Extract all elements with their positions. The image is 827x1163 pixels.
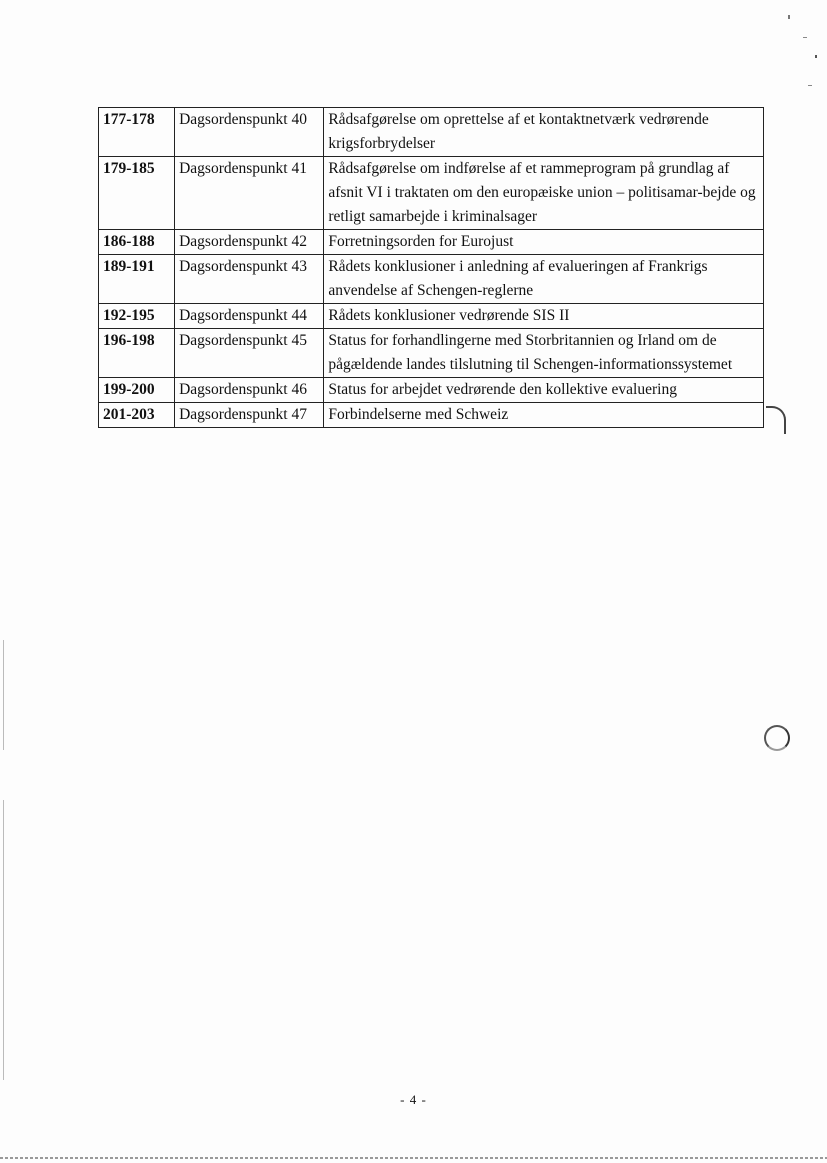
agenda-item-cell: Dagsordenspunkt 44	[175, 304, 324, 329]
table-row	[99, 230, 764, 255]
punch-hole-mark	[764, 725, 790, 751]
subject-cell: Forretningsorden for Eurojust	[324, 230, 764, 255]
page-range-cell: 201-203	[99, 403, 175, 428]
page-range-cell: 192-195	[99, 304, 175, 329]
table-row	[99, 304, 764, 329]
scan-speck	[808, 85, 812, 86]
scan-speck	[815, 55, 817, 58]
subject-cell: Rådsafgørelse om indførelse af et rammeprogram på grundlag af afsnit VI i traktaten om den europæiske union – politisamar-bejde og retligt samarbejde i kriminalsager	[324, 157, 764, 230]
table-row	[99, 255, 764, 304]
subject-cell: Forbindelserne med Schweiz	[324, 403, 764, 428]
agenda-table-body	[99, 108, 764, 428]
page-range-cell: 179-185	[99, 157, 175, 230]
agenda-item-cell: Dagsordenspunkt 45	[175, 329, 324, 378]
subject-cell: Rådets konklusioner i anledning af evalueringen af Frankrigs anvendelse af Schengen-reglerne	[324, 255, 764, 304]
subject-cell: Status for forhandlingerne med Storbritannien og Irland om de pågældende landes tilslutning til Schengen-informationssystemet	[324, 329, 764, 378]
page-number: - 4 -	[400, 1092, 427, 1107]
scan-bottom-edge	[0, 1157, 827, 1159]
scan-edge-line	[3, 640, 4, 750]
table-row	[99, 329, 764, 378]
agenda-item-cell: Dagsordenspunkt 46	[175, 378, 324, 403]
page-range-cell: 189-191	[99, 255, 175, 304]
agenda-item-cell: Dagsordenspunkt 40	[175, 108, 324, 157]
scan-speck	[788, 15, 790, 19]
agenda-table	[98, 107, 764, 428]
subject-cell: Status for arbejdet vedrørende den kollektive evaluering	[324, 378, 764, 403]
scan-speck	[803, 37, 807, 38]
subject-cell: Rådsafgørelse om oprettelse af et kontaktnetværk vedrørende krigsforbrydelser	[324, 108, 764, 157]
agenda-item-cell: Dagsordenspunkt 42	[175, 230, 324, 255]
table-row	[99, 378, 764, 403]
agenda-item-cell: Dagsordenspunkt 43	[175, 255, 324, 304]
scan-edge-line	[3, 800, 4, 1080]
page-range-cell: 186-188	[99, 230, 175, 255]
table-row	[99, 108, 764, 157]
page-range-cell: 177-178	[99, 108, 175, 157]
scan-hook-mark	[766, 406, 786, 434]
page-range-cell: 199-200	[99, 378, 175, 403]
agenda-item-cell: Dagsordenspunkt 41	[175, 157, 324, 230]
table-row	[99, 403, 764, 428]
table-row	[99, 157, 764, 230]
page-range-cell: 196-198	[99, 329, 175, 378]
agenda-item-cell: Dagsordenspunkt 47	[175, 403, 324, 428]
subject-cell: Rådets konklusioner vedrørende SIS II	[324, 304, 764, 329]
